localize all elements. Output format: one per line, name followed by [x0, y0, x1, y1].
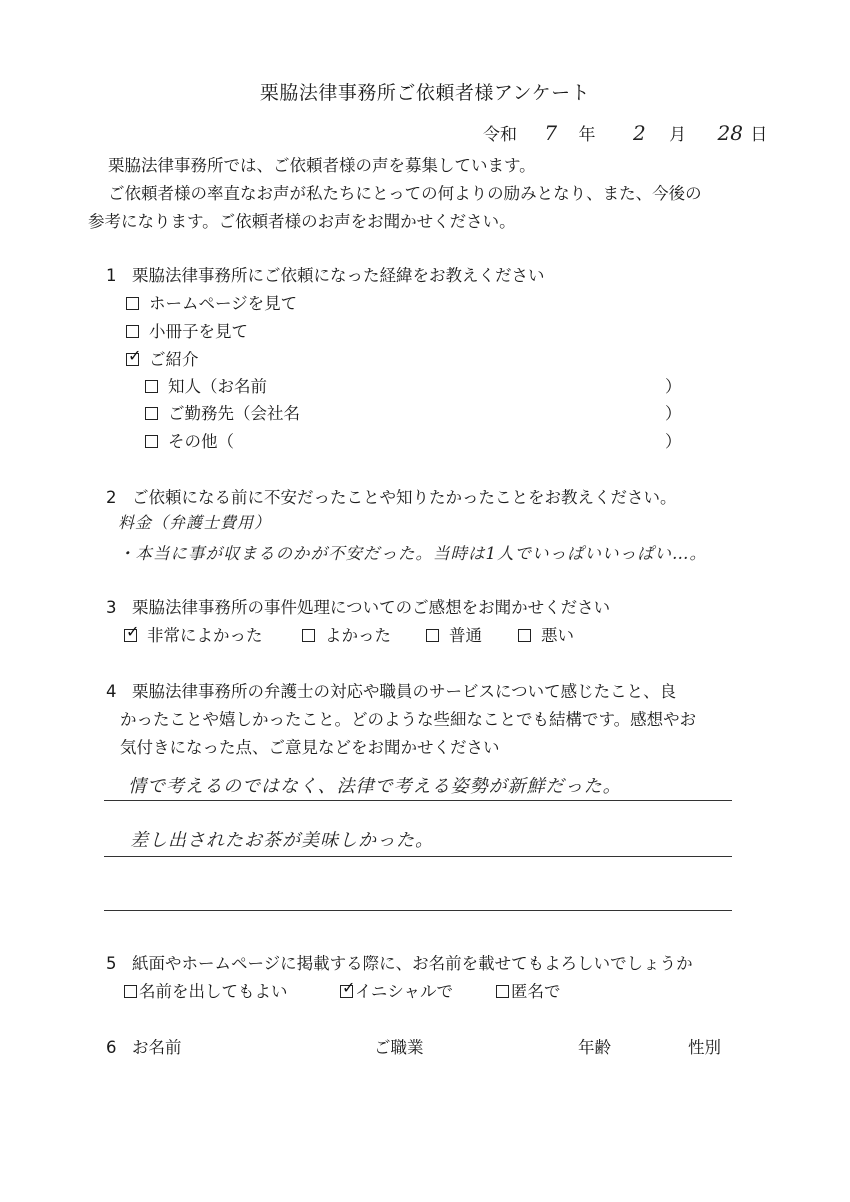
q1-option-label: ご紹介: [149, 350, 199, 369]
checkbox-checked[interactable]: [124, 622, 140, 642]
checkbox[interactable]: [302, 629, 315, 642]
q1-sub-option-label: ご勤務先（会社名: [168, 404, 300, 423]
check-mark-icon: ✓: [126, 622, 140, 641]
question-6: [106, 1034, 182, 1058]
q1-option-label: ホームページを見て: [149, 294, 298, 313]
checkbox-checked[interactable]: [126, 346, 142, 366]
checkbox[interactable]: [496, 985, 509, 998]
q6-age-label: 年齢: [578, 1038, 611, 1057]
question-2-text: ご依頼になる前に不安だったことや知りたかったことをお教えください。: [132, 488, 677, 507]
q5-option-label: イニシャルで: [355, 982, 454, 1001]
date-month: 2: [632, 121, 646, 145]
intro-line-3: 参考になります。ご依頼者様のお声をお聞かせください。: [88, 212, 516, 231]
q1-sub-option-label: その他（: [168, 432, 234, 451]
date-day: 28: [717, 121, 743, 145]
q2-answer-line-2: ・本当に事が収まるのかが不安だった。当時は1人でいっぱいいっぱい…。: [118, 544, 707, 563]
answer-line: [104, 800, 732, 801]
q2-answer-line-1: 料金（弁護士費用）: [118, 513, 272, 532]
answer-line: [104, 856, 732, 857]
question-1-number: 1: [106, 266, 117, 285]
q5-option-label: 名前を出してもよい: [139, 982, 288, 1001]
question-2: [106, 484, 677, 508]
close-paren: ）: [665, 432, 682, 451]
q3-option-label: よかった: [325, 626, 391, 645]
checkbox[interactable]: [124, 985, 137, 998]
q6-gender-label: 性別: [688, 1038, 721, 1057]
question-4-text-line-2: かったことや嬉しかったこと。どのような些細なことでも結構です。感想やお: [120, 710, 697, 729]
question-1: [106, 262, 545, 286]
q6-name-label: お名前: [132, 1038, 182, 1057]
check-mark-icon: ✓: [342, 978, 356, 997]
check-mark-icon: ✓: [128, 346, 142, 365]
q4-answer-line-1: 情で考えるのではなく、法律で考える姿勢が新鮮だった。: [128, 776, 622, 797]
q1-option-label: 小冊子を見て: [149, 322, 248, 341]
q5-option-label: 匿名で: [511, 982, 561, 1001]
q1-sub-option-workplace[interactable]: [145, 400, 685, 424]
checkbox[interactable]: [126, 297, 139, 310]
question-5-text: 紙面やホームページに掲載する際に、お名前を載せてもよろしいでしょうか: [132, 954, 693, 973]
q3-option-very-good[interactable]: [124, 622, 263, 646]
checkbox[interactable]: [145, 380, 158, 393]
question-4: [106, 678, 676, 702]
question-4-text-line-1: 栗脇法律事務所の弁護士の対応や職員のサービスについて感じたこと、良: [132, 682, 677, 701]
checkbox-checked[interactable]: [340, 978, 356, 998]
checkbox[interactable]: [518, 629, 531, 642]
question-3-text: 栗脇法律事務所の事件処理についてのご感想をお聞かせください: [132, 598, 611, 617]
checkbox[interactable]: [145, 435, 158, 448]
q1-option-referral[interactable]: [126, 346, 199, 370]
q5-option-initials[interactable]: [340, 978, 453, 1002]
date-day-unit: 日: [750, 125, 768, 145]
q4-answer-line-2: 差し出されたお茶が美味しかった。: [130, 830, 434, 851]
checkbox[interactable]: [126, 325, 139, 338]
date-year: 7: [544, 121, 558, 145]
intro-line-2: ご依頼者様の率直なお声が私たちにとっての何よりの励みとなり、また、今後の: [108, 184, 702, 203]
intro-line-1: 栗脇法律事務所では、ご依頼者様の声を募集しています。: [108, 156, 536, 175]
q1-sub-option-acquaintance[interactable]: [145, 373, 685, 397]
question-5-number: 5: [106, 954, 117, 973]
checkbox[interactable]: [426, 629, 439, 642]
question-3-number: 3: [106, 598, 117, 617]
q5-option-anonymous[interactable]: [496, 978, 561, 1002]
q3-option-label: 普通: [449, 626, 482, 645]
q1-sub-option-other[interactable]: [145, 428, 685, 452]
answer-line: [104, 910, 732, 911]
question-5: [106, 950, 693, 974]
question-4-text-line-3: 気付きになった点、ご意見などをお聞かせください: [120, 738, 500, 757]
question-3: [106, 594, 610, 618]
question-4-number: 4: [106, 682, 117, 701]
q3-option-bad[interactable]: [518, 622, 574, 646]
question-2-number: 2: [106, 488, 117, 507]
q5-option-real-name[interactable]: [124, 978, 288, 1002]
close-paren: ）: [665, 377, 682, 396]
page-title: 栗脇法律事務所ご依頼者様アンケート: [259, 82, 591, 104]
question-6-number: 6: [106, 1038, 117, 1057]
date-era: 令和: [483, 125, 517, 145]
date-month-unit: 月: [669, 125, 687, 145]
date-year-unit: 年: [578, 125, 596, 145]
q3-option-good[interactable]: [302, 622, 391, 646]
q1-option-booklet[interactable]: [126, 318, 248, 342]
q1-option-homepage[interactable]: [126, 290, 297, 314]
q3-option-label: 非常によかった: [147, 626, 263, 645]
q6-job-label: ご職業: [374, 1038, 424, 1057]
question-1-text: 栗脇法律事務所にご依頼になった経緯をお教えください: [132, 266, 545, 285]
q3-option-label: 悪い: [541, 626, 574, 645]
survey-date: [483, 120, 767, 145]
q3-option-average[interactable]: [426, 622, 482, 646]
checkbox[interactable]: [145, 407, 158, 420]
q1-sub-option-label: 知人（お名前: [168, 377, 267, 396]
close-paren: ）: [665, 404, 682, 423]
